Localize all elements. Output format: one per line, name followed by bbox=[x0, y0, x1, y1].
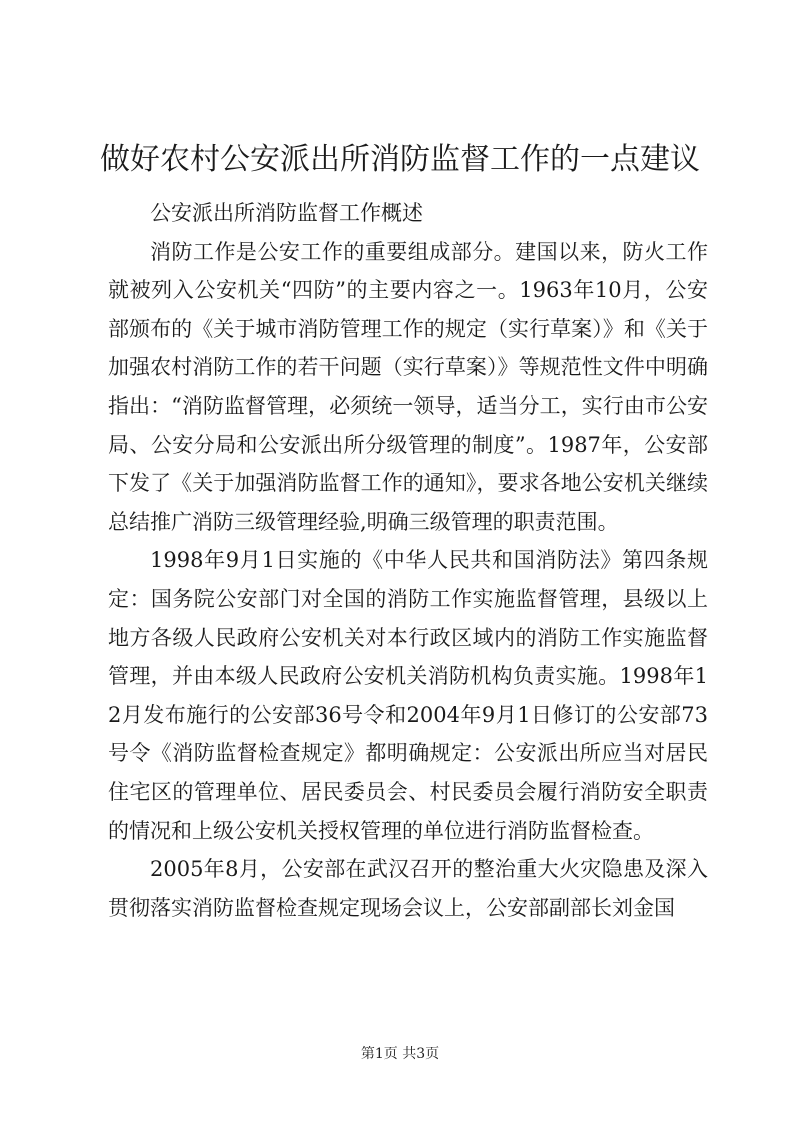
section-heading: 公安派出所消防监督工作概述 bbox=[150, 201, 423, 225]
body-paragraph: 2005年8月，公安部在武汉召开的整治重大火灾隐患及深入贯彻落实消防监督检查规定现场会议上，公安部副部长刘金国 bbox=[108, 857, 708, 920]
page-number-footer: 第1页 共3页 bbox=[360, 1046, 440, 1062]
document-body bbox=[108, 194, 708, 927]
document-title: 做好农村公安派出所消防监督工作的一点建议 bbox=[100, 142, 700, 177]
body-paragraph: 消防工作是公安工作的重要组成部分。建国以来，防火工作就被列入公安机关“四防”的主要内容之一。1963年10月，公安部颁布的《关于城市消防管理工作的规定（实行草案）》和《关于加强农村消防工作的若干问题（实行草案）》等规范性文件中明确指出：“消防监督管理，必须统一领导，适当分工，实行由市公安局、公安分局和公安派出所分级管理的制度”。1987年，公安部下发了《关于加强消防监督工作的通知》，要求各地公安机关继续总结推广消防三级管理经验,明确三级管理的职责范围。 bbox=[108, 239, 708, 534]
body-paragraph: 1998年9月1日实施的《中华人民共和国消防法》第四条规定：国务院公安部门对全国的消防工作实施监督管理，县级以上地方各级人民政府公安机关对本行政区域内的消防工作实施监督管理，并由本级人民政府公安机关消防机构负责实施。1998年12月发布施行的公安部36号令和2004年9月1日修订的公安部73号令《消防监督检查规定》都明确规定：公安派出所应当对居民住宅区的管理单位、居民委员会、村民委员会履行消防安全职责的情况和上级公安机关授权管理的单位进行消防监督检查。 bbox=[108, 548, 708, 843]
